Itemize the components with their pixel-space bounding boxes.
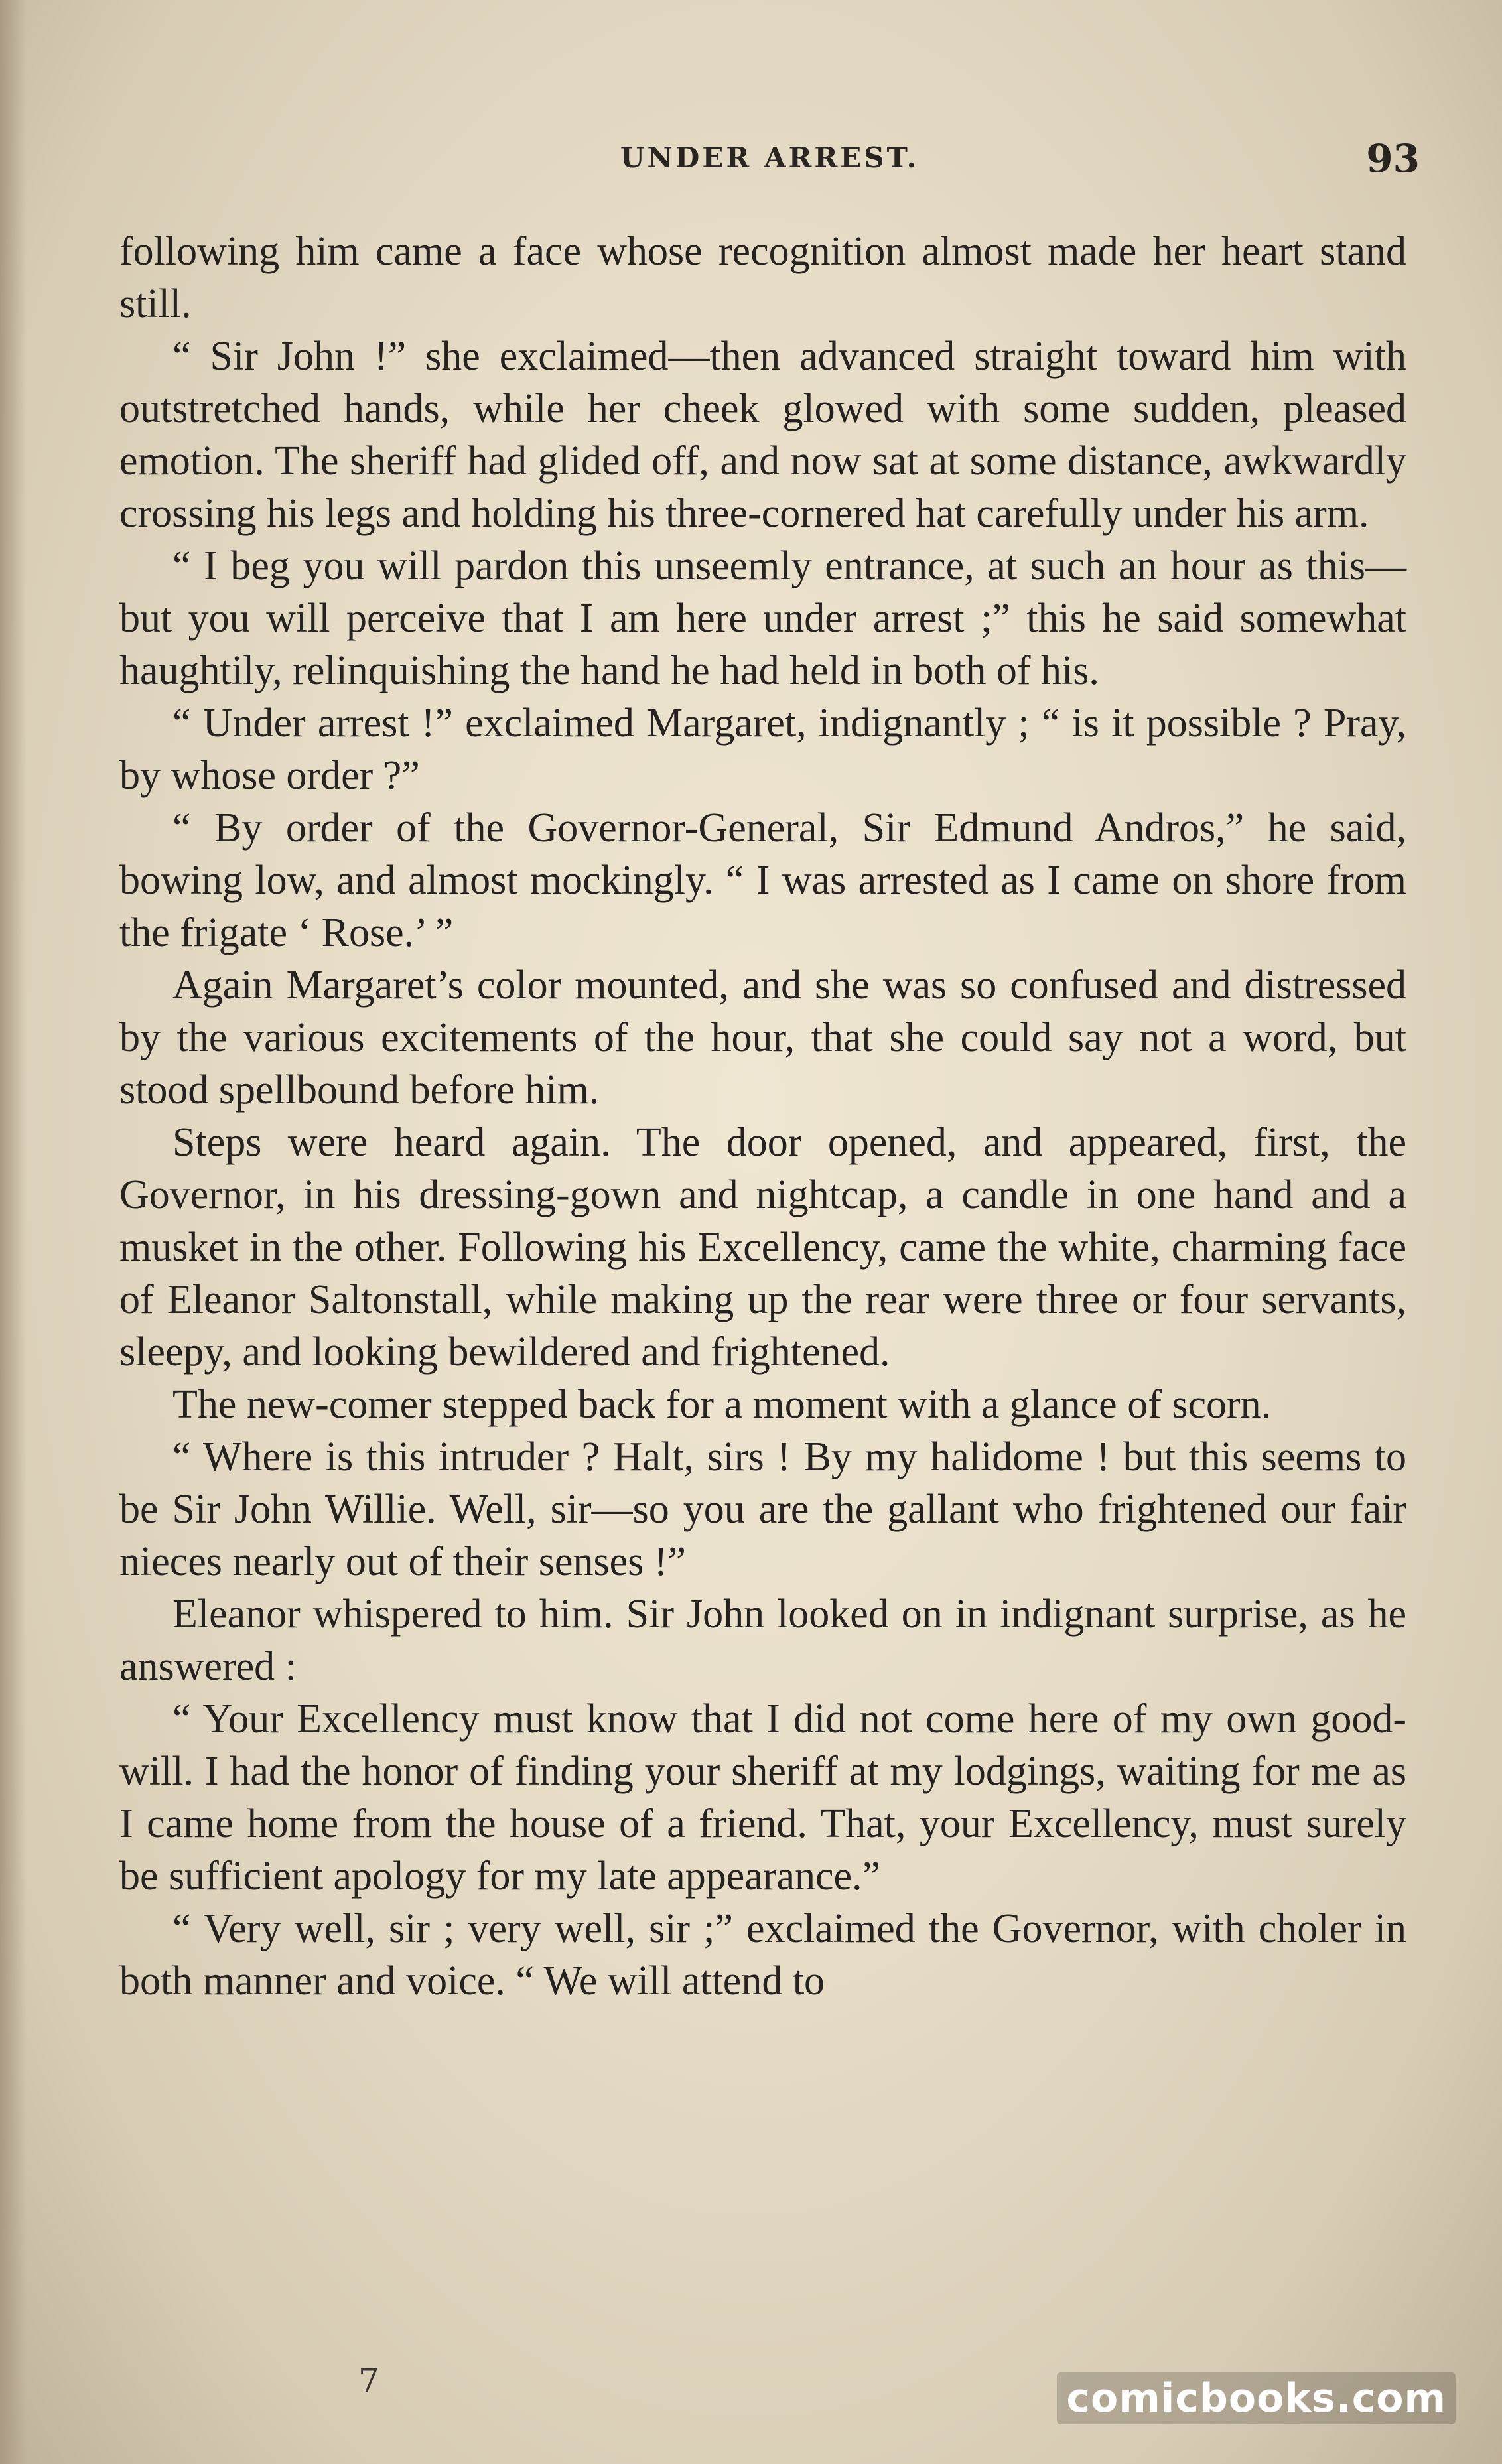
paragraph: “ Your Excellency must know that I did not come here of my own good-will. I had the honor of finding your sheriff at my lodgings, waiting for me as I came home from the house of a friend. That, your Excellency, must surely be sufficient apology for my late appearance.” — [119, 1696, 1406, 1899]
running-title: UNDER ARREST. — [620, 141, 920, 174]
body-text — [119, 226, 1406, 2008]
paragraph: “ Sir John !” she exclaimed—then advanced straight toward him with outstretched hands, while her cheek glowed with some sudden, pleased emotion. The sheriff had glided off, and now sat at some distance, awkwardly crossing his legs and holding his three-cornered hat carefully under his arm. — [119, 334, 1406, 536]
paragraph: “ Under arrest !” exclaimed Margaret, indignantly ; “ is it possible ? Pray, by whose order ?” — [119, 701, 1406, 798]
page-number: 93 — [1366, 136, 1420, 181]
paragraph: “ I beg you will pardon this unseemly entrance, at such an hour as this—but you will perceive that I am here under arrest ;” this he said somewhat haughtily, relinquishing the hand he had held in both of his. — [119, 543, 1406, 693]
signature-mark: 7 — [358, 2362, 379, 2400]
paragraph: “ Very well, sir ; very well, sir ;” exclaimed the Governor, with choler in both manner and voice. “ We will attend to — [119, 1906, 1406, 2004]
running-head — [119, 136, 1420, 182]
page-edge-shadow — [0, 0, 27, 2464]
paragraph: “ By order of the Governor-General, Sir Edmund Andros,” he said, bowing low, and almost mockingly. “ I was arrested as I came on shore from the frigate ‘ Rose.’ ” — [119, 805, 1406, 955]
site-watermark: comicbooks.com — [1057, 2372, 1456, 2424]
paragraph: “ Where is this intruder ? Halt, sirs ! By my halidome ! but this seems to be Sir John Willie. Well, sir—so you are the gallant who frightened our fair nieces nearly out of their senses !” — [119, 1434, 1406, 1584]
paragraph: following him came a face whose recognition almost made her heart stand still. — [119, 229, 1406, 326]
paragraph: Steps were heard again. The door opened, and appeared, first, the Governor, in his dressing-gown and nightcap, a candle in one hand and a musket in the other. Following his Excellency, came the white, charming face of Eleanor Saltonstall, while making up the rear were three or four servants, sleepy, and looking bewildered and frightened. — [119, 1120, 1406, 1375]
paragraph: Eleanor whispered to him. Sir John looked on in indignant surprise, as he answered : — [119, 1592, 1406, 1689]
paragraph: The new-comer stepped back for a moment with a glance of scorn. — [172, 1382, 1272, 1427]
paragraph: Again Margaret’s color mounted, and she was so confused and distressed by the various excitements of the hour, that she could say not a word, but stood spellbound before him. — [119, 963, 1406, 1113]
